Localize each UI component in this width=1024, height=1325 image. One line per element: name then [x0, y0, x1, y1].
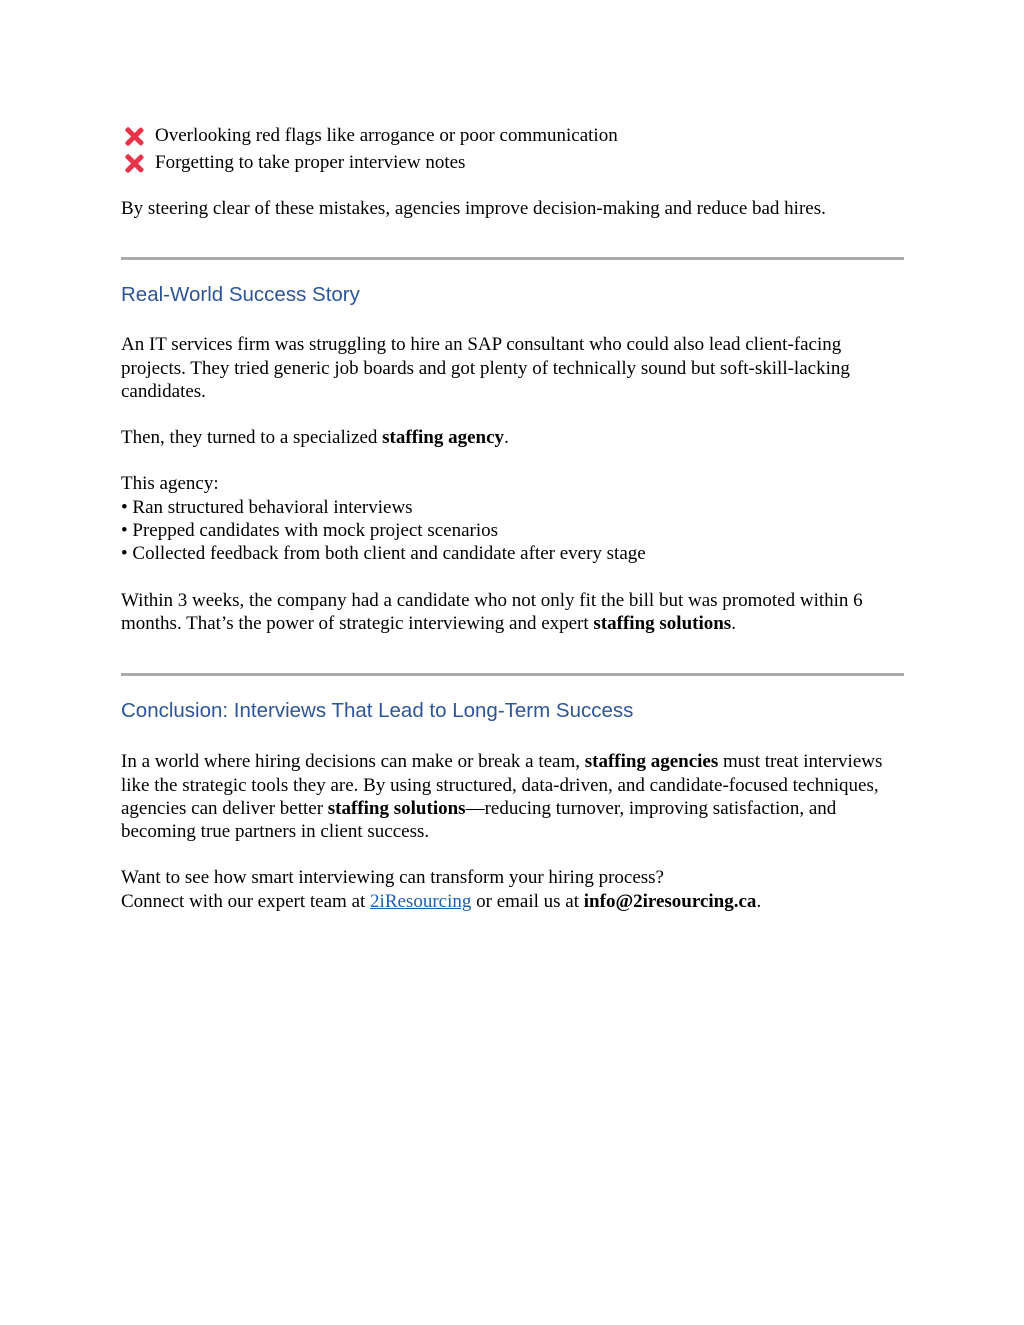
bold-term: staffing agencies [584, 751, 719, 773]
mistake-text: Forgetting to take proper interview notes [155, 152, 466, 173]
cta-line: Connect with our expert team at 2iResourcing or email us at info@2iresourcing.ca. [121, 890, 762, 912]
mistake-item [121, 122, 904, 149]
bold-term: staffing solutions [593, 612, 732, 634]
contact-email: info@2iresourcing.ca [583, 890, 757, 912]
conclusion-paragraph: In a world where hiring decisions can make or break a team, staffing agencies must treat interviews like the strategic tools they are. By using structured, data-driven, and candidate-focused techniques, agencies can deliver better staffing solutions—reducing turnover, improving satisfaction, and becoming true partners in client success. [121, 751, 883, 843]
cta-line: Want to see how smart interviewing can transform your hiring process? [121, 867, 664, 889]
cross-mark-icon [124, 153, 144, 173]
section-divider [121, 257, 904, 260]
document-page [121, 122, 904, 913]
cross-mark-icon [124, 126, 144, 146]
success-story-heading: Real-World Success Story [121, 283, 360, 307]
mistakes-summary: By steering clear of these mistakes, agencies improve decision-making and reduce bad hires. [121, 198, 826, 219]
company-link[interactable]: 2iResourcing [370, 890, 472, 912]
mistake-text: Overlooking red flags like arrogance or poor communication [155, 125, 618, 146]
conclusion-heading: Conclusion: Interviews That Lead to Long-Term Success [121, 699, 634, 723]
bold-term: staffing solutions [327, 797, 466, 819]
list-item: • Ran structured behavioral interviews [121, 496, 413, 518]
success-story-paragraph: An IT services firm was struggling to hire an SAP consultant who could also lead client-facing projects. They tried generic job boards and got plenty of technically sound but soft-skill-lacking candidates. [121, 334, 850, 402]
bold-term: staffing agency [382, 427, 505, 449]
success-story-paragraph: Then, they turned to a specialized staffing agency. [121, 427, 509, 449]
agency-list-intro: This agency: [121, 473, 219, 495]
section-divider [121, 673, 904, 676]
mistake-item [121, 149, 904, 176]
success-story-paragraph: Within 3 weeks, the company had a candidate who not only fit the bill but was promoted within 6 months. That’s the power of strategic interviewing and expert staffing solutions. [121, 589, 863, 634]
list-item: • Prepped candidates with mock project scenarios [121, 520, 499, 542]
list-item: • Collected feedback from both client and candidate after every stage [121, 543, 646, 565]
